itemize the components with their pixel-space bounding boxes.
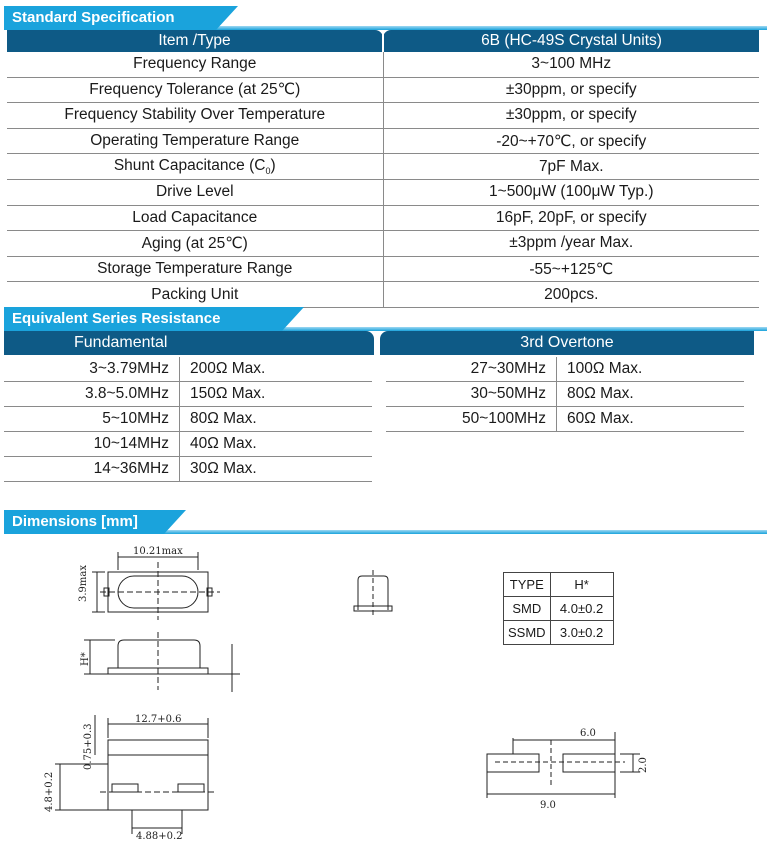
spec-item-text: Shunt Capacitance (C bbox=[113, 157, 266, 175]
spec-item: Packing Unit bbox=[7, 282, 383, 308]
spec-value: ±30ppm, or specify bbox=[383, 77, 759, 103]
table-row bbox=[7, 205, 759, 231]
dim-side-h: H* bbox=[80, 652, 91, 666]
dim-body-length: 12.7+0.6 bbox=[135, 714, 182, 725]
esr-freq: 30~50MHz bbox=[386, 382, 557, 407]
spec-item: Load Capacitance bbox=[7, 205, 383, 231]
table-row bbox=[7, 154, 759, 180]
spec-item: Frequency Range bbox=[7, 52, 383, 77]
esr-freq: 50~100MHz bbox=[386, 407, 557, 432]
spec-header-value: 6B (HC-49S Crystal Units) bbox=[383, 30, 759, 52]
esr-max: 200Ω Max. bbox=[180, 357, 373, 382]
table-row bbox=[4, 357, 372, 382]
spec-value: 7pF Max. bbox=[383, 154, 759, 180]
esr-freq: 5~10MHz bbox=[4, 407, 180, 432]
table-row bbox=[504, 597, 614, 621]
spec-value: 200pcs. bbox=[383, 282, 759, 308]
table-row bbox=[4, 382, 372, 407]
esr-freq: 3~3.79MHz bbox=[4, 357, 180, 382]
dimension-drawings bbox=[0, 540, 775, 854]
table-row bbox=[7, 103, 759, 129]
type-cell: SMD bbox=[504, 597, 551, 621]
type-cell: SSMD bbox=[504, 621, 551, 645]
esr-overtone-title: 3rd Overtone bbox=[380, 331, 754, 355]
table-row bbox=[7, 179, 759, 205]
spec-value: 16pF, 20pF, or specify bbox=[383, 205, 759, 231]
dim-footprint-span: 9.0 bbox=[540, 800, 556, 811]
esr-max: 80Ω Max. bbox=[180, 407, 373, 432]
spec-header-row bbox=[7, 30, 759, 52]
height-cell: 3.0±0.2 bbox=[550, 621, 613, 645]
spec-value: -55~+125℃ bbox=[383, 256, 759, 282]
height-cell: 4.0±0.2 bbox=[550, 597, 613, 621]
table-row bbox=[4, 457, 372, 482]
top-view-drawing bbox=[92, 552, 220, 620]
dim-top-width: 10.21max bbox=[133, 546, 183, 557]
dim-total-height: 4.8+0.2 bbox=[44, 771, 55, 812]
table-row bbox=[7, 128, 759, 154]
table-row bbox=[386, 357, 744, 382]
dim-pad-pitch: 4.88+0.2 bbox=[136, 831, 183, 842]
table-row bbox=[4, 407, 372, 432]
esr-freq: 27~30MHz bbox=[386, 357, 557, 382]
esr-freq: 3.8~5.0MHz bbox=[4, 382, 180, 407]
table-row bbox=[386, 382, 744, 407]
esr-max: 100Ω Max. bbox=[557, 357, 745, 382]
table-row bbox=[7, 52, 759, 77]
esr-fundamental-title: Fundamental bbox=[4, 331, 374, 355]
dim-lead: 0.75+0.3 bbox=[83, 723, 94, 770]
bottom-view-drawing bbox=[55, 715, 215, 834]
spec-item-text-end: ) bbox=[270, 157, 276, 175]
dim-top-height: 3.9max bbox=[78, 565, 89, 602]
footprint-drawing bbox=[487, 732, 640, 798]
spec-value: ±3ppm /year Max. bbox=[383, 231, 759, 257]
spec-value: 1~500μW (100μW Typ.) bbox=[383, 179, 759, 205]
esr-max: 40Ω Max. bbox=[180, 432, 373, 457]
esr-max: 30Ω Max. bbox=[180, 457, 373, 482]
spec-item bbox=[7, 154, 383, 180]
spec-item: Aging (at 25℃) bbox=[7, 231, 383, 257]
table-row bbox=[7, 282, 759, 308]
table-row bbox=[7, 77, 759, 103]
esr-freq: 14~36MHz bbox=[4, 457, 180, 482]
spec-value: -20~+70℃, or specify bbox=[383, 128, 759, 154]
type-header: TYPE bbox=[504, 573, 551, 597]
table-row bbox=[504, 621, 614, 645]
spec-item: Operating Temperature Range bbox=[7, 128, 383, 154]
esr-max: 150Ω Max. bbox=[180, 382, 373, 407]
spec-value: ±30ppm, or specify bbox=[383, 103, 759, 129]
spec-value: 3~100 MHz bbox=[383, 52, 759, 77]
dimensions-title: Dimensions [mm] bbox=[4, 510, 164, 534]
front-view-drawing bbox=[354, 570, 392, 618]
side-view-drawing bbox=[84, 632, 240, 692]
table-row bbox=[7, 256, 759, 282]
dimensions-header bbox=[4, 510, 767, 538]
esr-fundamental-table bbox=[4, 357, 372, 482]
type-height-table bbox=[503, 572, 614, 645]
spec-item: Drive Level bbox=[7, 179, 383, 205]
dim-footprint-width: 6.0 bbox=[580, 728, 596, 739]
height-header: H* bbox=[550, 573, 613, 597]
esr-freq: 10~14MHz bbox=[4, 432, 180, 457]
esr-max: 60Ω Max. bbox=[557, 407, 745, 432]
esr-max: 80Ω Max. bbox=[557, 382, 745, 407]
table-row bbox=[4, 432, 372, 457]
esr-overtone-table bbox=[386, 357, 744, 432]
spec-header-item: Item /Type bbox=[7, 30, 383, 52]
table-row bbox=[504, 573, 614, 597]
spec-item: Frequency Stability Over Temperature bbox=[7, 103, 383, 129]
dim-footprint-height: 2.0 bbox=[638, 757, 649, 773]
table-row bbox=[7, 231, 759, 257]
standard-spec-title: Standard Specification bbox=[4, 6, 216, 30]
spec-item: Frequency Tolerance (at 25℃) bbox=[7, 77, 383, 103]
spec-table bbox=[7, 30, 759, 308]
spec-item-subscript: 0 bbox=[265, 166, 271, 177]
table-row bbox=[386, 407, 744, 432]
esr-title: Equivalent Series Resistance bbox=[4, 307, 282, 331]
spec-item: Storage Temperature Range bbox=[7, 256, 383, 282]
